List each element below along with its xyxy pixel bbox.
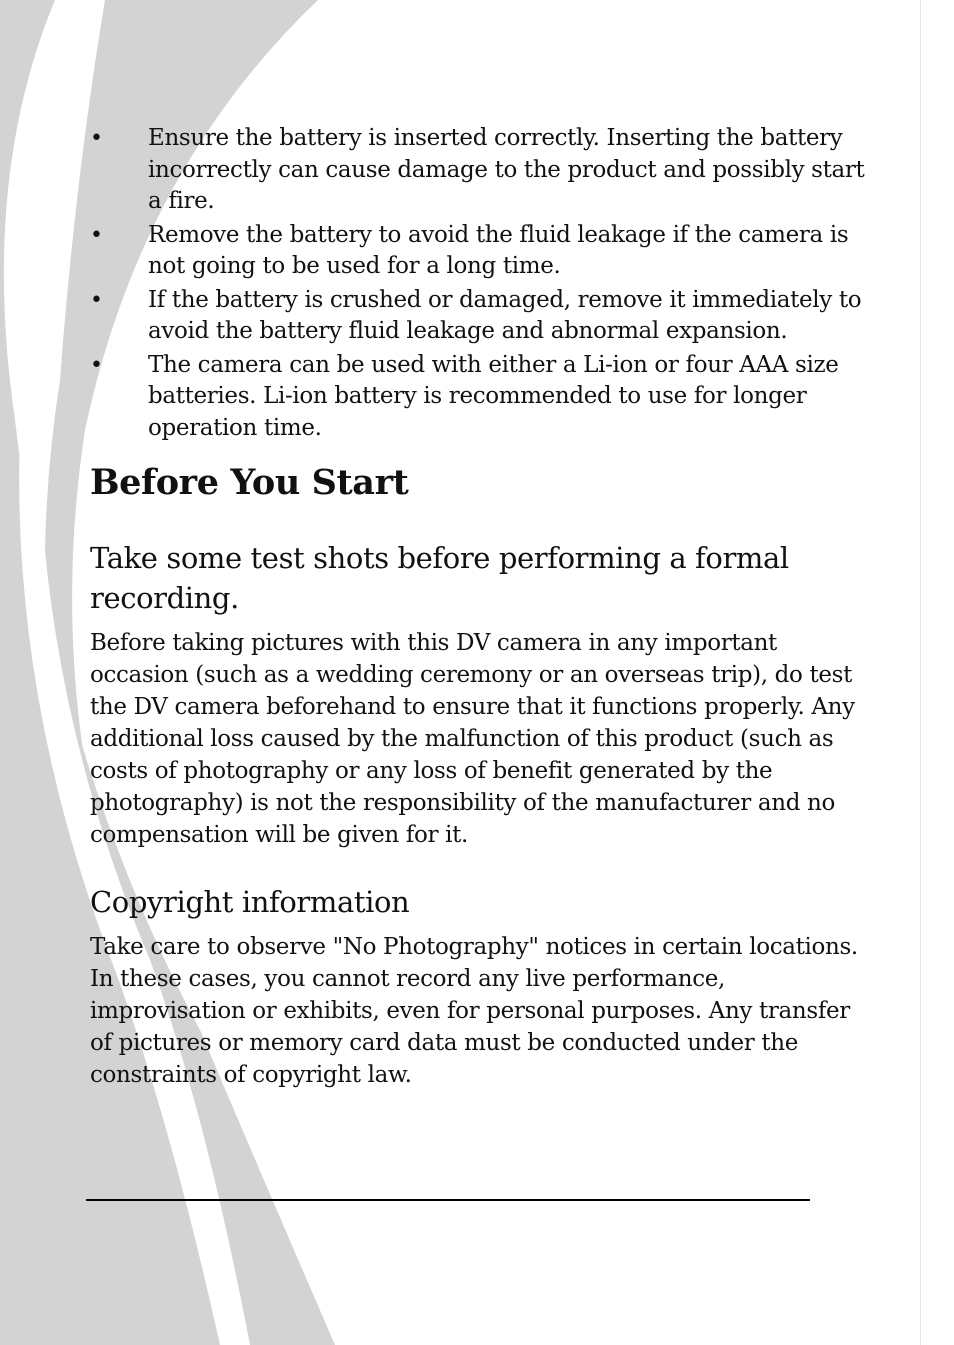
test-shots-paragraph: Before taking pictures with this DV camera in any important occasion (such as a wedding ceremony or an overseas trip), do test the DV camera beforehand to ensure that it functions properly. Any additional loss caused by the malfunction of this product (such as costs of photography or any loss of benefit generated by the photography) is not the responsibility of the manufacturer and no compensation will be given for it. <box>90 630 855 848</box>
bullet-icon: • <box>90 287 103 313</box>
bullet-icon: • <box>90 352 103 378</box>
battery-bullet-list <box>90 123 870 446</box>
test-shots-heading: Take some test shots before performing a formal recording. <box>90 541 789 615</box>
section-title: Before You Start <box>90 462 409 503</box>
bullet-icon: • <box>90 222 103 248</box>
copyright-heading: Copyright information <box>90 885 410 919</box>
bullet-item <box>90 285 870 348</box>
copyright-paragraph: Take care to observe "No Photography" notices in certain locations. In these cases, you cannot record any live performance, improvisation or exhibits, even for personal purposes. Any transfer of pictures or memory card data must be conducted under the constraints of copyright law. <box>90 934 858 1088</box>
footer-divider <box>86 1199 810 1201</box>
bullet-text: Ensure the battery is inserted correctly. Inserting the battery incorrectly can cause damage to the product and possibly start a fire. <box>148 125 865 214</box>
bullet-text: Remove the battery to avoid the fluid leakage if the camera is not going to be used for a long time. <box>148 221 849 279</box>
bullet-item <box>90 220 870 283</box>
bullet-item <box>90 350 870 445</box>
bullet-item <box>90 123 870 218</box>
bullet-text: The camera can be used with either a Li-ion or four AAA size batteries. Li-ion battery is recommended to use for longer operation time. <box>148 351 839 441</box>
bullet-text: If the battery is crushed or damaged, remove it immediately to avoid the battery fluid leakage and abnormal expansion. <box>148 286 862 344</box>
bullet-icon: • <box>90 126 103 151</box>
